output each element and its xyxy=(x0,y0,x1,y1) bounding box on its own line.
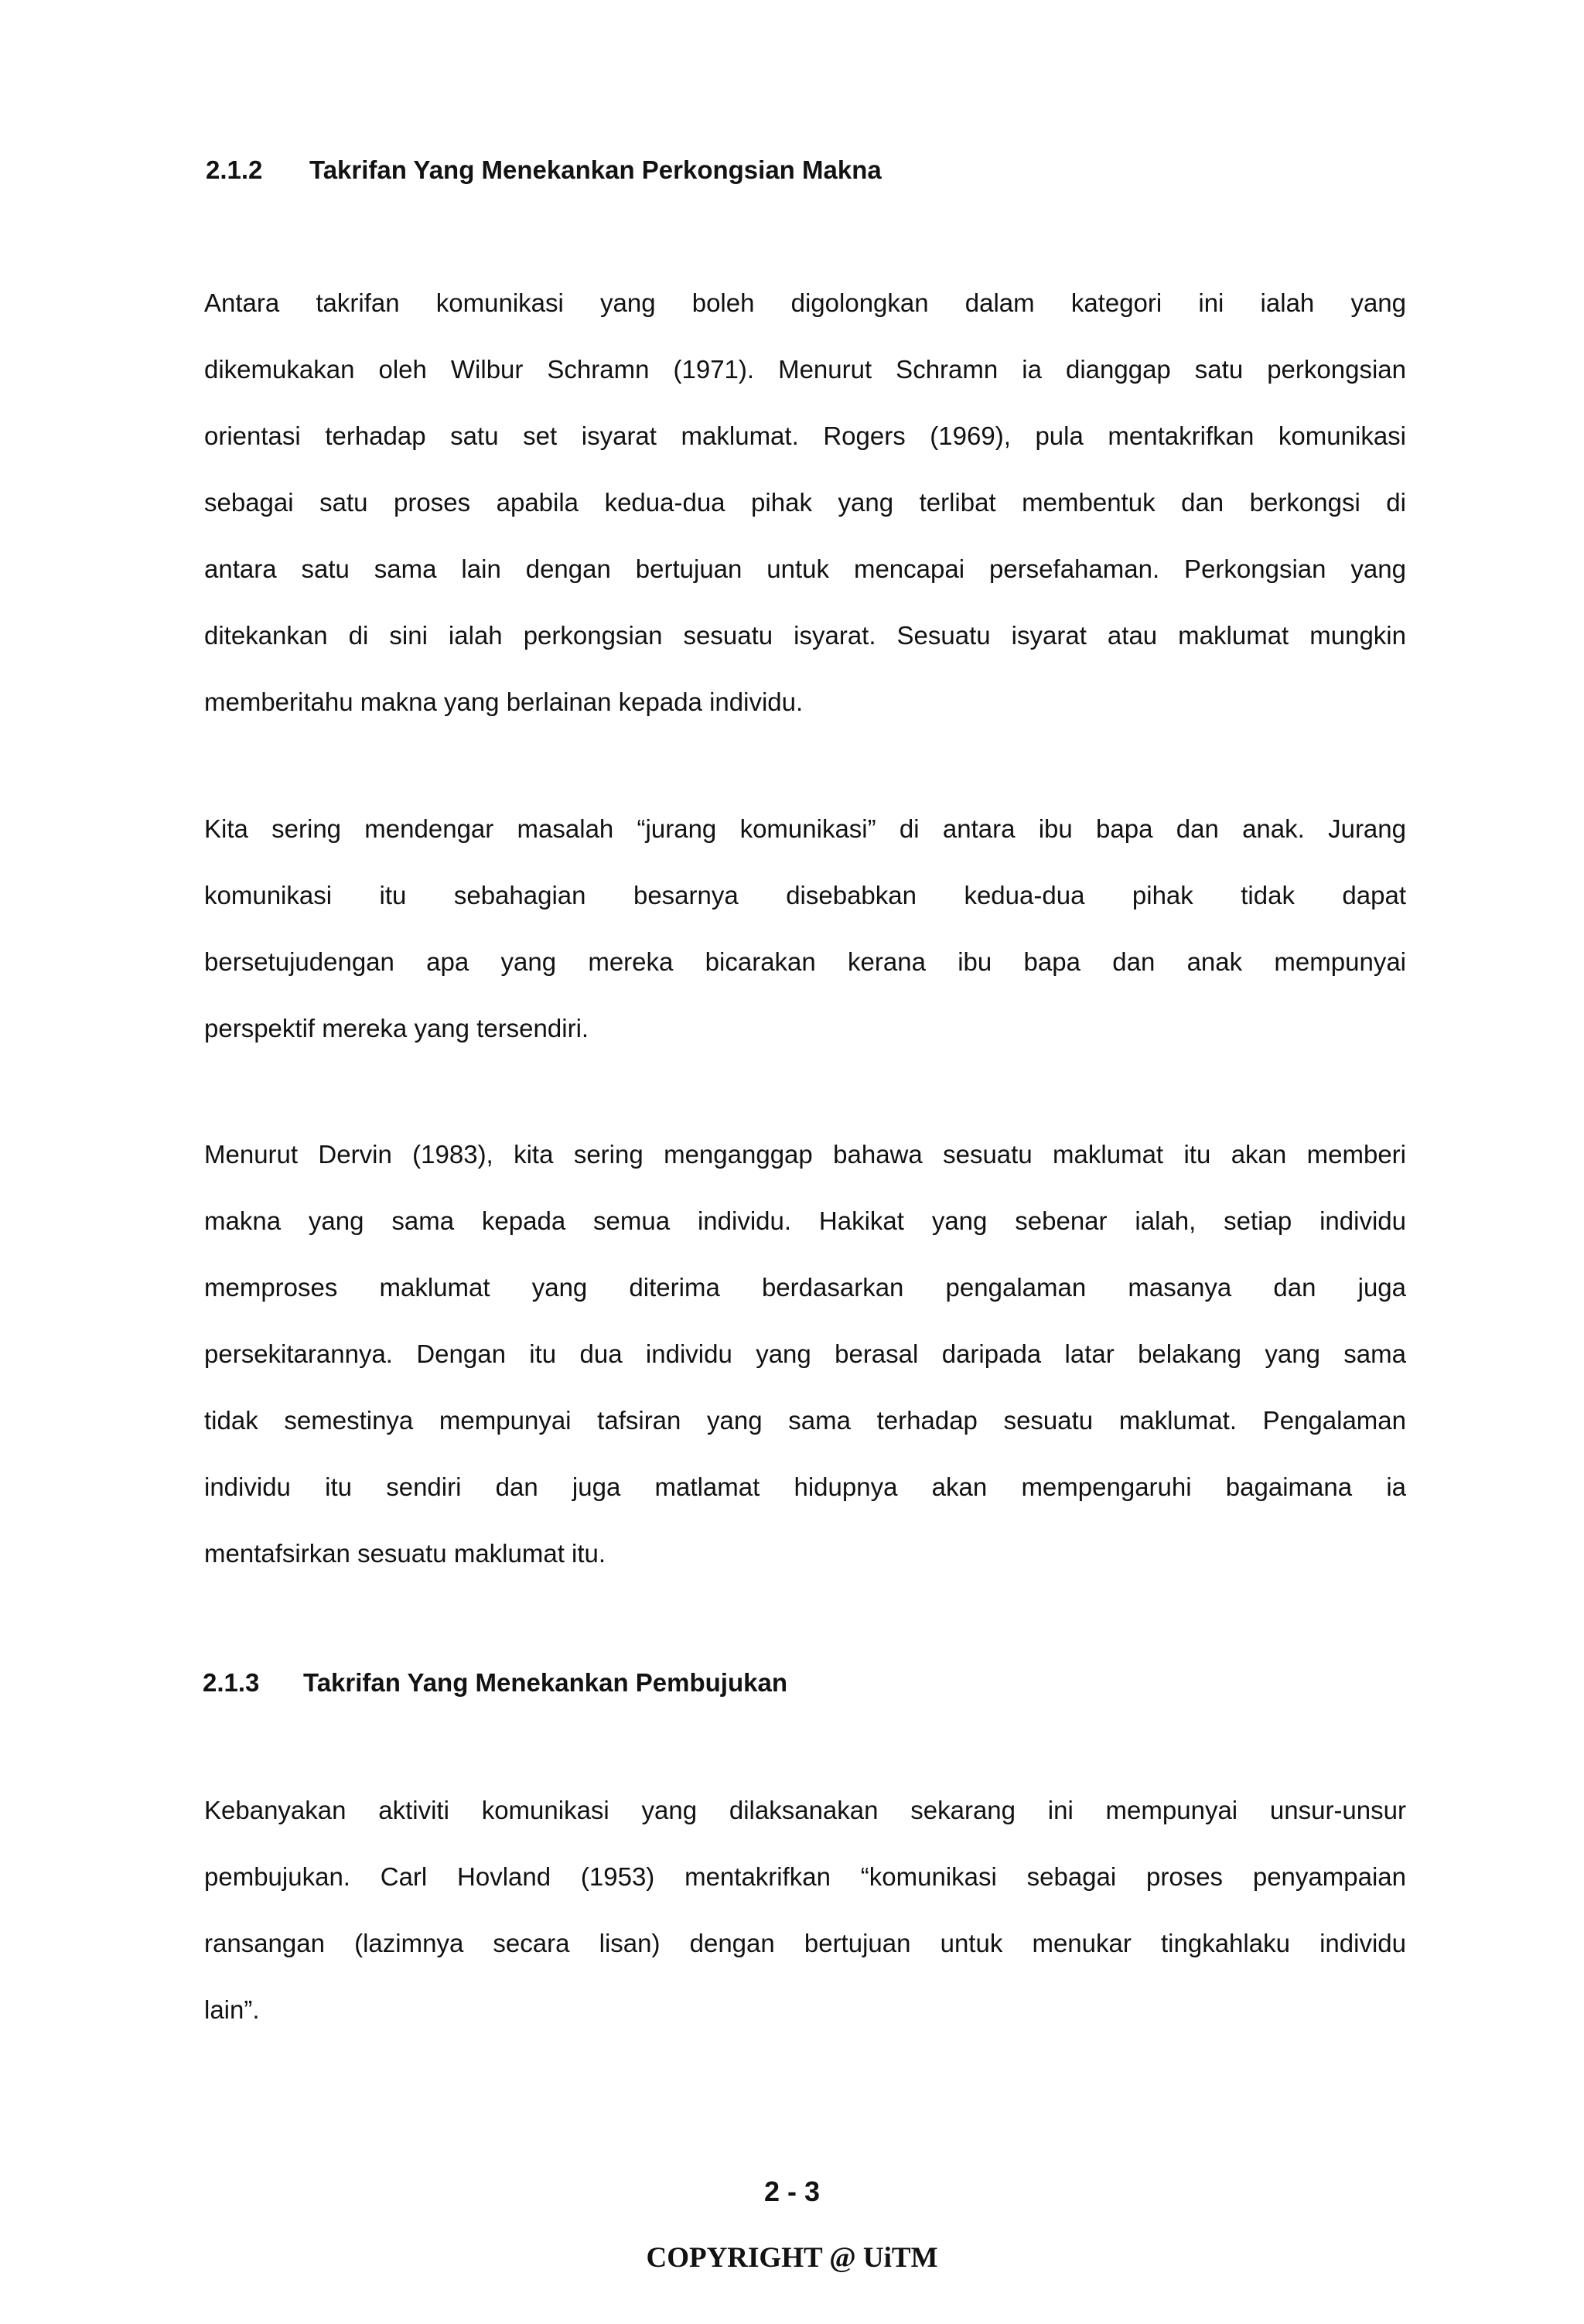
text-line: Menurut Dervin (1983), kita sering menganggap bahawa sesuatu maklumat itu akan memberi xyxy=(204,1140,1406,1169)
text-line: persekitarannya. Dengan itu dua individu yang berasal daripada latar belakang yang sama xyxy=(204,1339,1406,1368)
text-line: makna yang sama kepada semua individu. Hakikat yang sebenar ialah, setiap individu xyxy=(204,1206,1406,1235)
text-line: komunikasi itu sebahagian besarnya disebabkan kedua-dua pihak tidak dapat xyxy=(204,881,1406,909)
paragraph xyxy=(204,796,1406,1062)
text-line: lain”. xyxy=(204,1995,260,2024)
text-line: Kebanyakan aktiviti komunikasi yang dilaksanakan sekarang ini mempunyai unsur-unsur xyxy=(204,1796,1406,1824)
section-title-2-1-2: Takrifan Yang Menekankan Perkongsian Makna xyxy=(309,155,882,184)
copyright-notice: COPYRIGHT @ UiTM xyxy=(646,2242,938,2274)
text-line: ditekankan di sini ialah perkongsian sesuatu isyarat. Sesuatu isyarat atau maklumat mungkin xyxy=(204,621,1406,650)
text-line: memproses maklumat yang diterima berdasarkan pengalaman masanya dan juga xyxy=(204,1273,1406,1302)
text-line: sebagai satu proses apabila kedua-dua pihak yang terlibat membentuk dan berkongsi di xyxy=(204,488,1406,517)
text-line: Antara takrifan komunikasi yang boleh digolongkan dalam kategori ini ialah yang xyxy=(204,288,1406,317)
paragraph xyxy=(204,270,1406,735)
page-number: 2 - 3 xyxy=(763,2176,821,2207)
text-line: dikemukakan oleh Wilbur Schramn (1971). Menurut Schramn ia dianggap satu perkongsian xyxy=(204,355,1406,384)
text-line: orientasi terhadap satu set isyarat maklumat. Rogers (1969), pula mentakrifkan komunikasi xyxy=(204,421,1406,450)
paragraph xyxy=(204,1121,1406,1587)
section-number-2-1-3: 2.1.3 xyxy=(203,1668,260,1697)
text-line: ransangan (lazimnya secara lisan) dengan bertujuan untuk menukar tingkahlaku individu xyxy=(204,1929,1406,1957)
text-line: individu itu sendiri dan juga matlamat hidupnya akan mempengaruhi bagaimana ia xyxy=(204,1473,1406,1501)
text-line: Kita sering mendengar masalah “jurang komunikasi” di antara ibu bapa dan anak. Jurang xyxy=(204,814,1406,843)
section-number-2-1-2: 2.1.2 xyxy=(206,155,263,184)
text-line: bersetujudengan apa yang mereka bicarakan kerana ibu bapa dan anak mempunyai xyxy=(204,947,1406,976)
paragraph xyxy=(204,1777,1406,2043)
text-line: tidak semestinya mempunyai tafsiran yang sama terhadap sesuatu maklumat. Pengalaman xyxy=(204,1406,1406,1435)
text-line: pembujukan. Carl Hovland (1953) mentakrifkan “komunikasi sebagai proses penyampaian xyxy=(204,1862,1406,1891)
text-line: antara satu sama lain dengan bertujuan untuk mencapai persefahaman. Perkongsian yang xyxy=(204,555,1406,583)
text-line: memberitahu makna yang berlainan kepada individu. xyxy=(204,688,804,716)
text-line: perspektif mereka yang tersendiri. xyxy=(204,1014,589,1043)
section-title-2-1-3: Takrifan Yang Menekankan Pembujukan xyxy=(303,1668,787,1697)
text-line: mentafsirkan sesuatu maklumat itu. xyxy=(204,1539,606,1568)
